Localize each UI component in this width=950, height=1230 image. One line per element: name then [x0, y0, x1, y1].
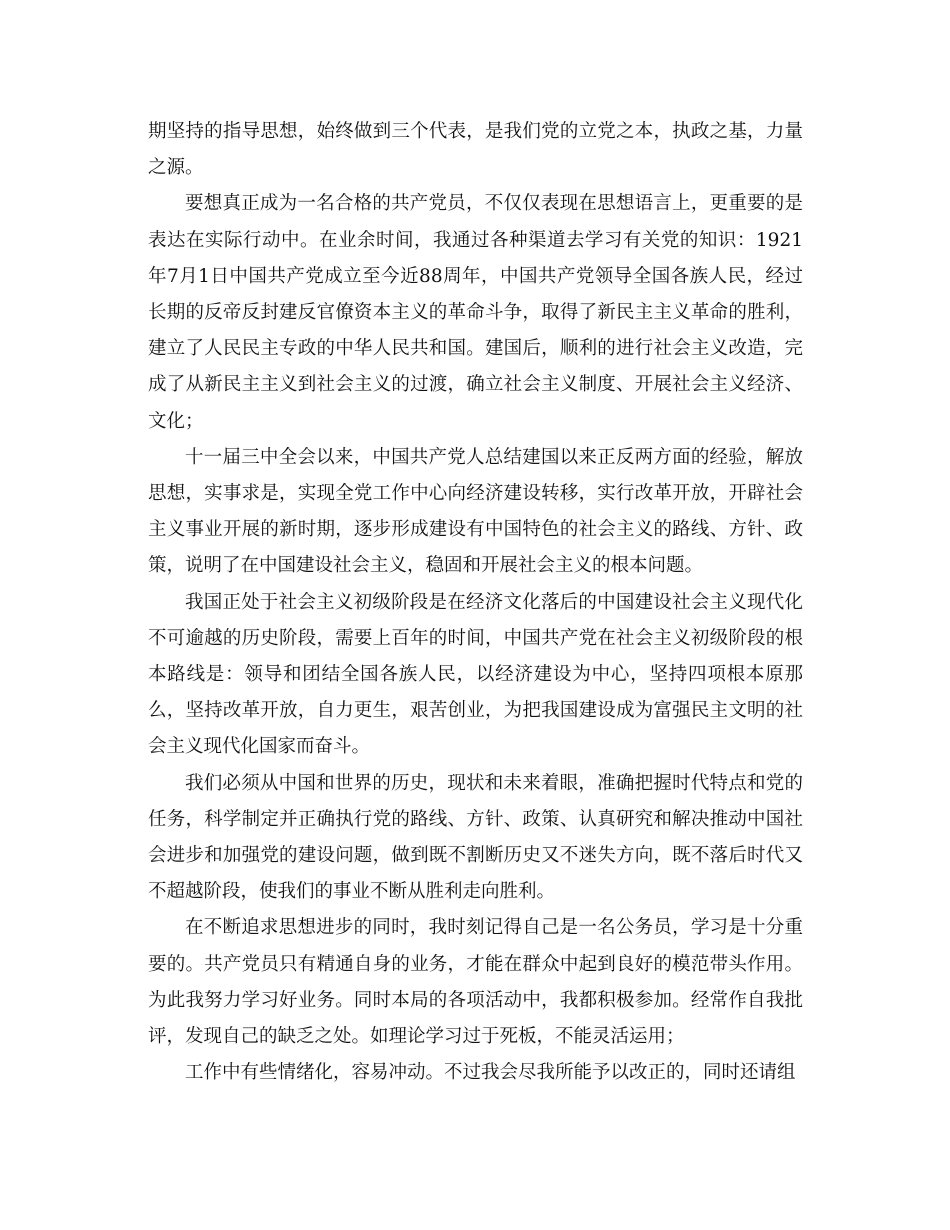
document-body — [148, 114, 803, 1091]
paragraph-continuation: 期坚持的指导思想，始终做到三个代表，是我们党的立党之本，执政之基，力量之源。 — [148, 121, 803, 179]
paragraph-third-plenum: 十一届三中全会以来，中国共产党人总结建国以来正反两方面的经验，解放思想，实事求是，实现全党工作中心向经济建设转移，实行改革开放，开辟社会主义事业开展的新时期，逐步形成建设有中国特色的社会主义的路线、方针、政策，说明了在中国建设社会主义，稳固和开展社会主义的根本问题。 — [148, 446, 803, 577]
paragraph-party-knowledge: 要想真正成为一名合格的共产党员，不仅仅表现在思想语言上，更重要的是表达在实际行动中。在业余时间，我通过各种渠道去学习有关党的知识：1921年7月1日中国共产党成立至今近88周年，中国共产党领导全国各族人民，经过长期的反帝反封建反官僚资本主义的革命斗争，取得了新民主主义革命的胜利，建立了人民民主专政的中华人民共和国。建国后，顺利的进行社会主义改造，完成了从新民主主义到社会主义的过渡，确立社会主义制度、开展社会主义经济、文化； — [148, 193, 803, 432]
paragraph-primary-stage: 我国正处于社会主义初级阶段是在经济文化落后的中国建设社会主义现代化不可逾越的历史阶段，需要上百年的时间，中国共产党在社会主义初级阶段的根本路线是：领导和团结全国各族人民，以经济建设为中心，坚持四项根本原那么，坚持改革开放，自力更生，艰苦创业，为把我国建设成为富强民主文明的社会主义现代化国家而奋斗。 — [148, 591, 803, 758]
paragraph-self-criticism: 工作中有些情绪化，容易冲动。不过我会尽我所能予以改正的，同时还请组 — [185, 1062, 796, 1084]
paragraph-history-outlook: 我们必须从中国和世界的历史，现状和未来着眼，准确把握时代特点和党的任务，科学制定并正确执行党的路线、方针、政策、认真研究和解决推动中国社会进步和加强党的建设问题，做到既不割断历史又不迷失方向，既不落后时代又不超越阶段，使我们的事业不断从胜利走向胜利。 — [148, 772, 803, 903]
paragraph-study-work: 在不断追求思想进步的同时，我时刻记得自己是一名公务员，学习是十分重要的。共产党员只有精通自身的业务，才能在群众中起到良好的模范带头作用。为此我努力学习好业务。同时本局的各项活动中，我都积极参加。经常作自我批评，发现自己的缺乏之处。如理论学习过于死板，不能灵活运用； — [148, 917, 803, 1048]
